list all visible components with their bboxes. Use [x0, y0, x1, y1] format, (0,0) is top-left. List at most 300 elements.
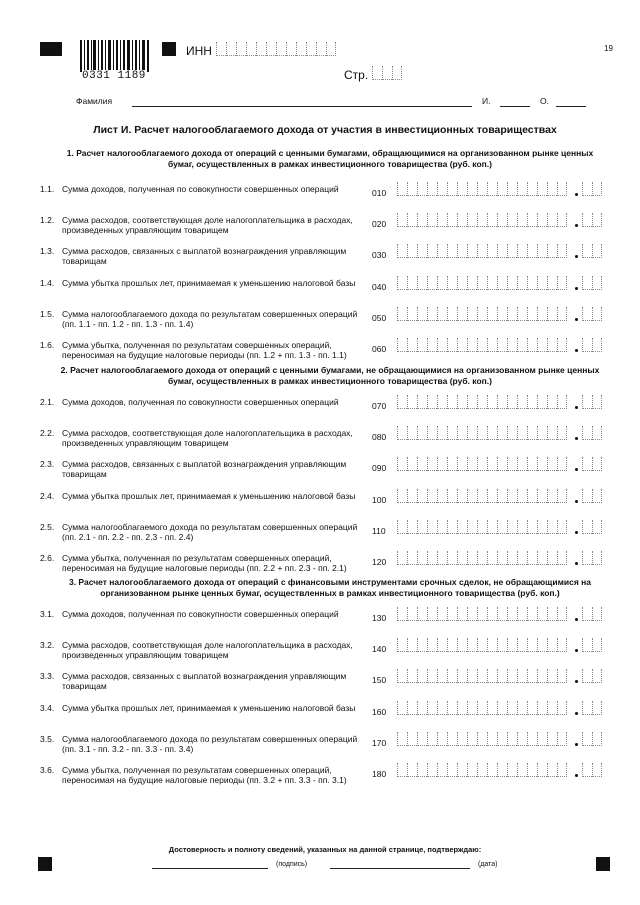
- digit-cell[interactable]: [407, 276, 417, 290]
- digit-cell[interactable]: [417, 426, 427, 440]
- amount-rubles-field[interactable]: [397, 607, 567, 621]
- digit-cell[interactable]: [477, 763, 487, 777]
- amount-kopecks-field[interactable]: [582, 607, 602, 621]
- digit-cell[interactable]: [447, 638, 457, 652]
- digit-cell[interactable]: [477, 307, 487, 321]
- digit-cell[interactable]: [547, 489, 557, 503]
- digit-cell[interactable]: [517, 638, 527, 652]
- digit-cell[interactable]: [457, 182, 467, 196]
- digit-cell[interactable]: [497, 607, 507, 621]
- digit-cell[interactable]: [547, 307, 557, 321]
- digit-cell[interactable]: [557, 307, 567, 321]
- digit-cell[interactable]: [507, 669, 517, 683]
- digit-cell[interactable]: [487, 213, 497, 227]
- digit-cell[interactable]: [447, 426, 457, 440]
- digit-cell[interactable]: [397, 489, 407, 503]
- digit-cell[interactable]: [557, 457, 567, 471]
- digit-cell[interactable]: [447, 213, 457, 227]
- digit-cell[interactable]: [467, 338, 477, 352]
- amount-rubles-field[interactable]: [397, 732, 567, 746]
- digit-cell[interactable]: [397, 307, 407, 321]
- inn-cell[interactable]: [216, 42, 226, 56]
- digit-cell[interactable]: [537, 607, 547, 621]
- digit-cell[interactable]: [427, 732, 437, 746]
- digit-cell[interactable]: [487, 732, 497, 746]
- digit-cell[interactable]: [487, 338, 497, 352]
- digit-cell[interactable]: [437, 395, 447, 409]
- digit-cell[interactable]: [497, 338, 507, 352]
- amount-rubles-field[interactable]: [397, 244, 567, 258]
- digit-cell[interactable]: [467, 701, 477, 715]
- digit-cell[interactable]: [477, 213, 487, 227]
- digit-cell[interactable]: [497, 457, 507, 471]
- digit-cell[interactable]: [447, 551, 457, 565]
- digit-cell[interactable]: [517, 426, 527, 440]
- digit-cell[interactable]: [497, 638, 507, 652]
- digit-cell[interactable]: [592, 213, 602, 227]
- digit-cell[interactable]: [437, 551, 447, 565]
- digit-cell[interactable]: [517, 701, 527, 715]
- digit-cell[interactable]: [397, 551, 407, 565]
- digit-cell[interactable]: [417, 307, 427, 321]
- inn-cell[interactable]: [246, 42, 256, 56]
- digit-cell[interactable]: [507, 395, 517, 409]
- digit-cell[interactable]: [447, 520, 457, 534]
- digit-cell[interactable]: [517, 669, 527, 683]
- digit-cell[interactable]: [507, 732, 517, 746]
- digit-cell[interactable]: [407, 520, 417, 534]
- digit-cell[interactable]: [397, 276, 407, 290]
- digit-cell[interactable]: [507, 763, 517, 777]
- digit-cell[interactable]: [397, 213, 407, 227]
- digit-cell[interactable]: [447, 182, 457, 196]
- digit-cell[interactable]: [527, 520, 537, 534]
- amount-kopecks-field[interactable]: [582, 244, 602, 258]
- digit-cell[interactable]: [487, 607, 497, 621]
- digit-cell[interactable]: [417, 763, 427, 777]
- digit-cell[interactable]: [407, 244, 417, 258]
- digit-cell[interactable]: [467, 395, 477, 409]
- digit-cell[interactable]: [592, 182, 602, 196]
- digit-cell[interactable]: [407, 338, 417, 352]
- amount-kopecks-field[interactable]: [582, 395, 602, 409]
- digit-cell[interactable]: [537, 669, 547, 683]
- digit-cell[interactable]: [457, 276, 467, 290]
- digit-cell[interactable]: [447, 457, 457, 471]
- amount-rubles-field[interactable]: [397, 213, 567, 227]
- digit-cell[interactable]: [547, 395, 557, 409]
- digit-cell[interactable]: [467, 307, 477, 321]
- digit-cell[interactable]: [547, 457, 557, 471]
- digit-cell[interactable]: [477, 489, 487, 503]
- digit-cell[interactable]: [557, 395, 567, 409]
- digit-cell[interactable]: [417, 701, 427, 715]
- page-field[interactable]: [372, 66, 402, 80]
- digit-cell[interactable]: [537, 457, 547, 471]
- amount-kopecks-field[interactable]: [582, 457, 602, 471]
- inn-field[interactable]: [216, 42, 336, 56]
- digit-cell[interactable]: [527, 457, 537, 471]
- digit-cell[interactable]: [507, 638, 517, 652]
- inn-cell[interactable]: [306, 42, 316, 56]
- digit-cell[interactable]: [467, 520, 477, 534]
- digit-cell[interactable]: [467, 489, 477, 503]
- digit-cell[interactable]: [527, 395, 537, 409]
- digit-cell[interactable]: [557, 426, 567, 440]
- digit-cell[interactable]: [427, 669, 437, 683]
- digit-cell[interactable]: [507, 182, 517, 196]
- digit-cell[interactable]: [557, 213, 567, 227]
- amount-rubles-field[interactable]: [397, 551, 567, 565]
- digit-cell[interactable]: [467, 607, 477, 621]
- digit-cell[interactable]: [487, 520, 497, 534]
- digit-cell[interactable]: [537, 276, 547, 290]
- digit-cell[interactable]: [477, 701, 487, 715]
- digit-cell[interactable]: [427, 457, 437, 471]
- amount-kopecks-field[interactable]: [582, 732, 602, 746]
- page-cell[interactable]: [392, 66, 402, 80]
- initial-o-field[interactable]: [556, 106, 586, 107]
- digit-cell[interactable]: [582, 669, 592, 683]
- signature-field[interactable]: [152, 868, 268, 869]
- digit-cell[interactable]: [507, 213, 517, 227]
- digit-cell[interactable]: [407, 551, 417, 565]
- digit-cell[interactable]: [437, 276, 447, 290]
- digit-cell[interactable]: [417, 669, 427, 683]
- digit-cell[interactable]: [397, 457, 407, 471]
- digit-cell[interactable]: [437, 457, 447, 471]
- digit-cell[interactable]: [447, 607, 457, 621]
- digit-cell[interactable]: [527, 701, 537, 715]
- digit-cell[interactable]: [527, 213, 537, 227]
- digit-cell[interactable]: [517, 182, 527, 196]
- digit-cell[interactable]: [487, 457, 497, 471]
- digit-cell[interactable]: [447, 338, 457, 352]
- digit-cell[interactable]: [437, 763, 447, 777]
- digit-cell[interactable]: [437, 701, 447, 715]
- digit-cell[interactable]: [397, 426, 407, 440]
- amount-kopecks-field[interactable]: [582, 338, 602, 352]
- digit-cell[interactable]: [557, 182, 567, 196]
- digit-cell[interactable]: [427, 213, 437, 227]
- digit-cell[interactable]: [407, 395, 417, 409]
- digit-cell[interactable]: [417, 213, 427, 227]
- digit-cell[interactable]: [527, 338, 537, 352]
- digit-cell[interactable]: [507, 426, 517, 440]
- digit-cell[interactable]: [477, 520, 487, 534]
- digit-cell[interactable]: [477, 395, 487, 409]
- digit-cell[interactable]: [582, 732, 592, 746]
- digit-cell[interactable]: [457, 489, 467, 503]
- digit-cell[interactable]: [557, 607, 567, 621]
- amount-rubles-field[interactable]: [397, 276, 567, 290]
- digit-cell[interactable]: [397, 763, 407, 777]
- digit-cell[interactable]: [487, 182, 497, 196]
- inn-cell[interactable]: [236, 42, 246, 56]
- digit-cell[interactable]: [437, 607, 447, 621]
- digit-cell[interactable]: [457, 520, 467, 534]
- digit-cell[interactable]: [497, 182, 507, 196]
- digit-cell[interactable]: [592, 638, 602, 652]
- digit-cell[interactable]: [537, 307, 547, 321]
- digit-cell[interactable]: [447, 732, 457, 746]
- digit-cell[interactable]: [507, 276, 517, 290]
- digit-cell[interactable]: [477, 244, 487, 258]
- digit-cell[interactable]: [457, 457, 467, 471]
- digit-cell[interactable]: [582, 426, 592, 440]
- digit-cell[interactable]: [457, 638, 467, 652]
- digit-cell[interactable]: [397, 701, 407, 715]
- digit-cell[interactable]: [497, 395, 507, 409]
- digit-cell[interactable]: [592, 732, 602, 746]
- digit-cell[interactable]: [467, 426, 477, 440]
- digit-cell[interactable]: [467, 244, 477, 258]
- digit-cell[interactable]: [477, 276, 487, 290]
- digit-cell[interactable]: [547, 607, 557, 621]
- digit-cell[interactable]: [427, 395, 437, 409]
- digit-cell[interactable]: [407, 638, 417, 652]
- digit-cell[interactable]: [537, 244, 547, 258]
- inn-cell[interactable]: [316, 42, 326, 56]
- amount-rubles-field[interactable]: [397, 182, 567, 196]
- digit-cell[interactable]: [507, 244, 517, 258]
- digit-cell[interactable]: [557, 732, 567, 746]
- digit-cell[interactable]: [487, 669, 497, 683]
- digit-cell[interactable]: [467, 732, 477, 746]
- digit-cell[interactable]: [487, 701, 497, 715]
- inn-cell[interactable]: [276, 42, 286, 56]
- amount-rubles-field[interactable]: [397, 638, 567, 652]
- digit-cell[interactable]: [537, 213, 547, 227]
- digit-cell[interactable]: [447, 701, 457, 715]
- digit-cell[interactable]: [547, 520, 557, 534]
- digit-cell[interactable]: [447, 489, 457, 503]
- digit-cell[interactable]: [427, 276, 437, 290]
- digit-cell[interactable]: [477, 551, 487, 565]
- digit-cell[interactable]: [467, 551, 477, 565]
- inn-cell[interactable]: [286, 42, 296, 56]
- digit-cell[interactable]: [527, 307, 537, 321]
- digit-cell[interactable]: [397, 607, 407, 621]
- digit-cell[interactable]: [537, 551, 547, 565]
- digit-cell[interactable]: [407, 457, 417, 471]
- inn-cell[interactable]: [226, 42, 236, 56]
- digit-cell[interactable]: [547, 669, 557, 683]
- digit-cell[interactable]: [497, 701, 507, 715]
- digit-cell[interactable]: [507, 551, 517, 565]
- digit-cell[interactable]: [557, 244, 567, 258]
- digit-cell[interactable]: [582, 520, 592, 534]
- digit-cell[interactable]: [477, 457, 487, 471]
- digit-cell[interactable]: [582, 213, 592, 227]
- digit-cell[interactable]: [582, 395, 592, 409]
- amount-kopecks-field[interactable]: [582, 426, 602, 440]
- digit-cell[interactable]: [592, 551, 602, 565]
- digit-cell[interactable]: [517, 338, 527, 352]
- digit-cell[interactable]: [457, 551, 467, 565]
- digit-cell[interactable]: [507, 701, 517, 715]
- digit-cell[interactable]: [537, 489, 547, 503]
- digit-cell[interactable]: [487, 307, 497, 321]
- digit-cell[interactable]: [427, 338, 437, 352]
- digit-cell[interactable]: [527, 551, 537, 565]
- digit-cell[interactable]: [507, 457, 517, 471]
- digit-cell[interactable]: [547, 276, 557, 290]
- digit-cell[interactable]: [407, 426, 417, 440]
- digit-cell[interactable]: [517, 457, 527, 471]
- digit-cell[interactable]: [407, 732, 417, 746]
- digit-cell[interactable]: [547, 701, 557, 715]
- digit-cell[interactable]: [582, 607, 592, 621]
- digit-cell[interactable]: [427, 182, 437, 196]
- amount-rubles-field[interactable]: [397, 307, 567, 321]
- digit-cell[interactable]: [437, 732, 447, 746]
- digit-cell[interactable]: [457, 338, 467, 352]
- digit-cell[interactable]: [582, 489, 592, 503]
- digit-cell[interactable]: [407, 213, 417, 227]
- digit-cell[interactable]: [517, 551, 527, 565]
- digit-cell[interactable]: [417, 489, 427, 503]
- digit-cell[interactable]: [537, 732, 547, 746]
- digit-cell[interactable]: [447, 395, 457, 409]
- digit-cell[interactable]: [457, 669, 467, 683]
- digit-cell[interactable]: [592, 701, 602, 715]
- digit-cell[interactable]: [517, 395, 527, 409]
- amount-rubles-field[interactable]: [397, 669, 567, 683]
- digit-cell[interactable]: [417, 607, 427, 621]
- digit-cell[interactable]: [427, 607, 437, 621]
- digit-cell[interactable]: [527, 638, 537, 652]
- inn-cell[interactable]: [266, 42, 276, 56]
- digit-cell[interactable]: [417, 244, 427, 258]
- digit-cell[interactable]: [527, 182, 537, 196]
- amount-kopecks-field[interactable]: [582, 638, 602, 652]
- digit-cell[interactable]: [397, 395, 407, 409]
- digit-cell[interactable]: [497, 732, 507, 746]
- digit-cell[interactable]: [457, 607, 467, 621]
- digit-cell[interactable]: [427, 520, 437, 534]
- digit-cell[interactable]: [582, 701, 592, 715]
- digit-cell[interactable]: [447, 244, 457, 258]
- digit-cell[interactable]: [507, 338, 517, 352]
- digit-cell[interactable]: [477, 338, 487, 352]
- inn-cell[interactable]: [296, 42, 306, 56]
- digit-cell[interactable]: [487, 638, 497, 652]
- digit-cell[interactable]: [592, 338, 602, 352]
- digit-cell[interactable]: [477, 426, 487, 440]
- page-cell[interactable]: [372, 66, 382, 80]
- digit-cell[interactable]: [557, 520, 567, 534]
- digit-cell[interactable]: [547, 763, 557, 777]
- amount-kopecks-field[interactable]: [582, 213, 602, 227]
- digit-cell[interactable]: [517, 244, 527, 258]
- digit-cell[interactable]: [497, 669, 507, 683]
- digit-cell[interactable]: [397, 638, 407, 652]
- digit-cell[interactable]: [517, 763, 527, 777]
- initial-i-field[interactable]: [500, 106, 530, 107]
- digit-cell[interactable]: [477, 607, 487, 621]
- digit-cell[interactable]: [457, 395, 467, 409]
- digit-cell[interactable]: [497, 763, 507, 777]
- digit-cell[interactable]: [547, 638, 557, 652]
- digit-cell[interactable]: [517, 607, 527, 621]
- amount-kopecks-field[interactable]: [582, 551, 602, 565]
- digit-cell[interactable]: [467, 669, 477, 683]
- digit-cell[interactable]: [397, 732, 407, 746]
- digit-cell[interactable]: [547, 338, 557, 352]
- date-field[interactable]: [330, 868, 470, 869]
- digit-cell[interactable]: [557, 489, 567, 503]
- digit-cell[interactable]: [397, 669, 407, 683]
- digit-cell[interactable]: [427, 489, 437, 503]
- digit-cell[interactable]: [547, 213, 557, 227]
- digit-cell[interactable]: [517, 276, 527, 290]
- digit-cell[interactable]: [417, 551, 427, 565]
- digit-cell[interactable]: [477, 669, 487, 683]
- digit-cell[interactable]: [487, 763, 497, 777]
- amount-rubles-field[interactable]: [397, 520, 567, 534]
- digit-cell[interactable]: [592, 520, 602, 534]
- digit-cell[interactable]: [527, 607, 537, 621]
- digit-cell[interactable]: [582, 551, 592, 565]
- digit-cell[interactable]: [487, 489, 497, 503]
- digit-cell[interactable]: [407, 489, 417, 503]
- digit-cell[interactable]: [407, 701, 417, 715]
- digit-cell[interactable]: [527, 732, 537, 746]
- digit-cell[interactable]: [407, 607, 417, 621]
- digit-cell[interactable]: [527, 763, 537, 777]
- digit-cell[interactable]: [517, 213, 527, 227]
- inn-cell[interactable]: [326, 42, 336, 56]
- digit-cell[interactable]: [417, 520, 427, 534]
- amount-rubles-field[interactable]: [397, 426, 567, 440]
- digit-cell[interactable]: [517, 489, 527, 503]
- digit-cell[interactable]: [457, 732, 467, 746]
- digit-cell[interactable]: [427, 244, 437, 258]
- digit-cell[interactable]: [407, 763, 417, 777]
- digit-cell[interactable]: [537, 338, 547, 352]
- digit-cell[interactable]: [537, 395, 547, 409]
- digit-cell[interactable]: [582, 763, 592, 777]
- digit-cell[interactable]: [427, 426, 437, 440]
- digit-cell[interactable]: [592, 276, 602, 290]
- digit-cell[interactable]: [437, 244, 447, 258]
- amount-kopecks-field[interactable]: [582, 182, 602, 196]
- inn-cell[interactable]: [256, 42, 266, 56]
- digit-cell[interactable]: [457, 426, 467, 440]
- digit-cell[interactable]: [497, 307, 507, 321]
- digit-cell[interactable]: [447, 307, 457, 321]
- digit-cell[interactable]: [427, 701, 437, 715]
- digit-cell[interactable]: [582, 182, 592, 196]
- digit-cell[interactable]: [592, 395, 602, 409]
- digit-cell[interactable]: [507, 489, 517, 503]
- page-cell[interactable]: [382, 66, 392, 80]
- digit-cell[interactable]: [527, 276, 537, 290]
- digit-cell[interactable]: [517, 307, 527, 321]
- digit-cell[interactable]: [467, 213, 477, 227]
- digit-cell[interactable]: [582, 338, 592, 352]
- digit-cell[interactable]: [417, 338, 427, 352]
- digit-cell[interactable]: [507, 520, 517, 534]
- digit-cell[interactable]: [537, 638, 547, 652]
- digit-cell[interactable]: [557, 638, 567, 652]
- digit-cell[interactable]: [582, 307, 592, 321]
- digit-cell[interactable]: [417, 395, 427, 409]
- digit-cell[interactable]: [557, 669, 567, 683]
- amount-kopecks-field[interactable]: [582, 701, 602, 715]
- digit-cell[interactable]: [427, 638, 437, 652]
